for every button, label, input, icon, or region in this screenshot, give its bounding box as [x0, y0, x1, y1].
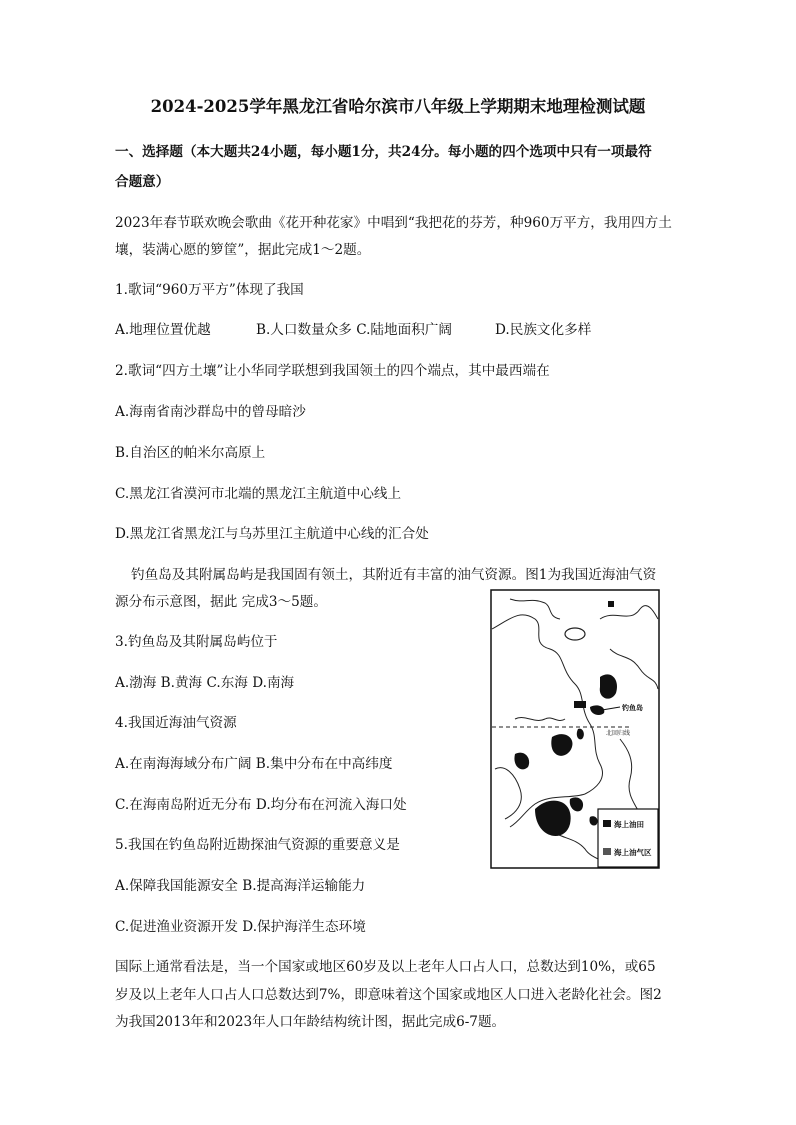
q3-options: A.渤海 B.黄海 C.东海 D.南海 [115, 675, 295, 691]
page-title: 2024-2025学年黑龙江省哈尔滨市八年级上学期期末地理检测试题 [150, 97, 646, 116]
label-tropic-of-cancer: 北回归线 [606, 730, 631, 737]
q2-option-b: B.自治区的帕米尔高原上 [115, 445, 266, 461]
q2-option-a: A.海南省南沙群岛中的曾母暗沙 [115, 404, 306, 420]
q4-options-ab: A.在南海海域分布广阔 B.集中分布在中高纬度 [115, 756, 393, 772]
q2-option-d: D.黑龙江省黑龙江与乌苏里江主航道中心线的汇合处 [115, 526, 429, 542]
legend-gasfield-label: 海上油气区 [614, 848, 652, 857]
q1-stem: 1.歌词“960万平方”体现了我国 [115, 282, 304, 298]
intro1-line2: 壤，装满心愿的箩筐”，据此完成1～2题。 [115, 242, 371, 258]
legend-gasfield-swatch [603, 848, 611, 855]
section-heading-line1: 一、选择题（本大题共24小题，每小题1分，共24分。每小题的四个选项中只有一项最符 [115, 144, 652, 160]
intro3-line3: 为我国2013年和2023年人口年龄结构统计图，据此完成6-7题。 [115, 1014, 506, 1030]
intro3-line1: 国际上通常看法是，当一个国家或地区60岁及以上老年人口占人口，总数达到10%，或65 [115, 959, 656, 975]
intro1-line1: 2023年春节联欢晚会歌曲《花开种花家》中唱到“我把花的芬芳，种960万平方，我用四方土 [115, 215, 672, 231]
intro2-line2: 源分布示意图，据此 完成3～5题。 [115, 594, 327, 610]
q1-option-d: D.民族文化多样 [495, 322, 592, 338]
q5-options-cd: C.促进渔业资源开发 D.保护海洋生态环境 [115, 919, 366, 935]
q4-stem: 4.我国近海油气资源 [115, 715, 237, 731]
q1-option-a: A.地理位置优越 [115, 322, 211, 338]
q2-option-c: C.黑龙江省漠河市北端的黑龙江主航道中心线上 [115, 486, 402, 502]
q5-options-ab: A.保障我国能源安全 B.提高海洋运输能力 [115, 878, 366, 894]
intro2-line1: 钓鱼岛及其附属岛屿是我国固有领土，其附近有丰富的油气资源。图1为我国近海油气资 [131, 567, 657, 583]
q2-stem: 2.歌词“四方土壤”让小华同学联想到我国领土的四个端点，其中最西端在 [115, 363, 550, 379]
section-heading-line2: 合题意） [115, 174, 170, 190]
q3-stem: 3.钓鱼岛及其附属岛屿位于 [115, 634, 278, 650]
label-diaoyu: 钓鱼岛 [622, 704, 643, 712]
legend-oilfield-swatch [603, 820, 611, 827]
intro3-line2: 岁及以上老年人口占人口总数达到7%，即意味着这个国家或地区人口进入老龄化社会。图2 [115, 987, 662, 1003]
q1-option-bc: B.人口数量众多 C.陆地面积广阔 [256, 322, 452, 338]
oil-gas-map-figure [490, 589, 660, 869]
q4-options-cd: C.在海南岛附近无分布 D.均分布在河流入海口处 [115, 797, 407, 813]
legend-oilfield-label: 海上油田 [614, 820, 644, 829]
q5-stem: 5.我国在钓鱼岛附近勘探油气资源的重要意义是 [115, 837, 400, 853]
